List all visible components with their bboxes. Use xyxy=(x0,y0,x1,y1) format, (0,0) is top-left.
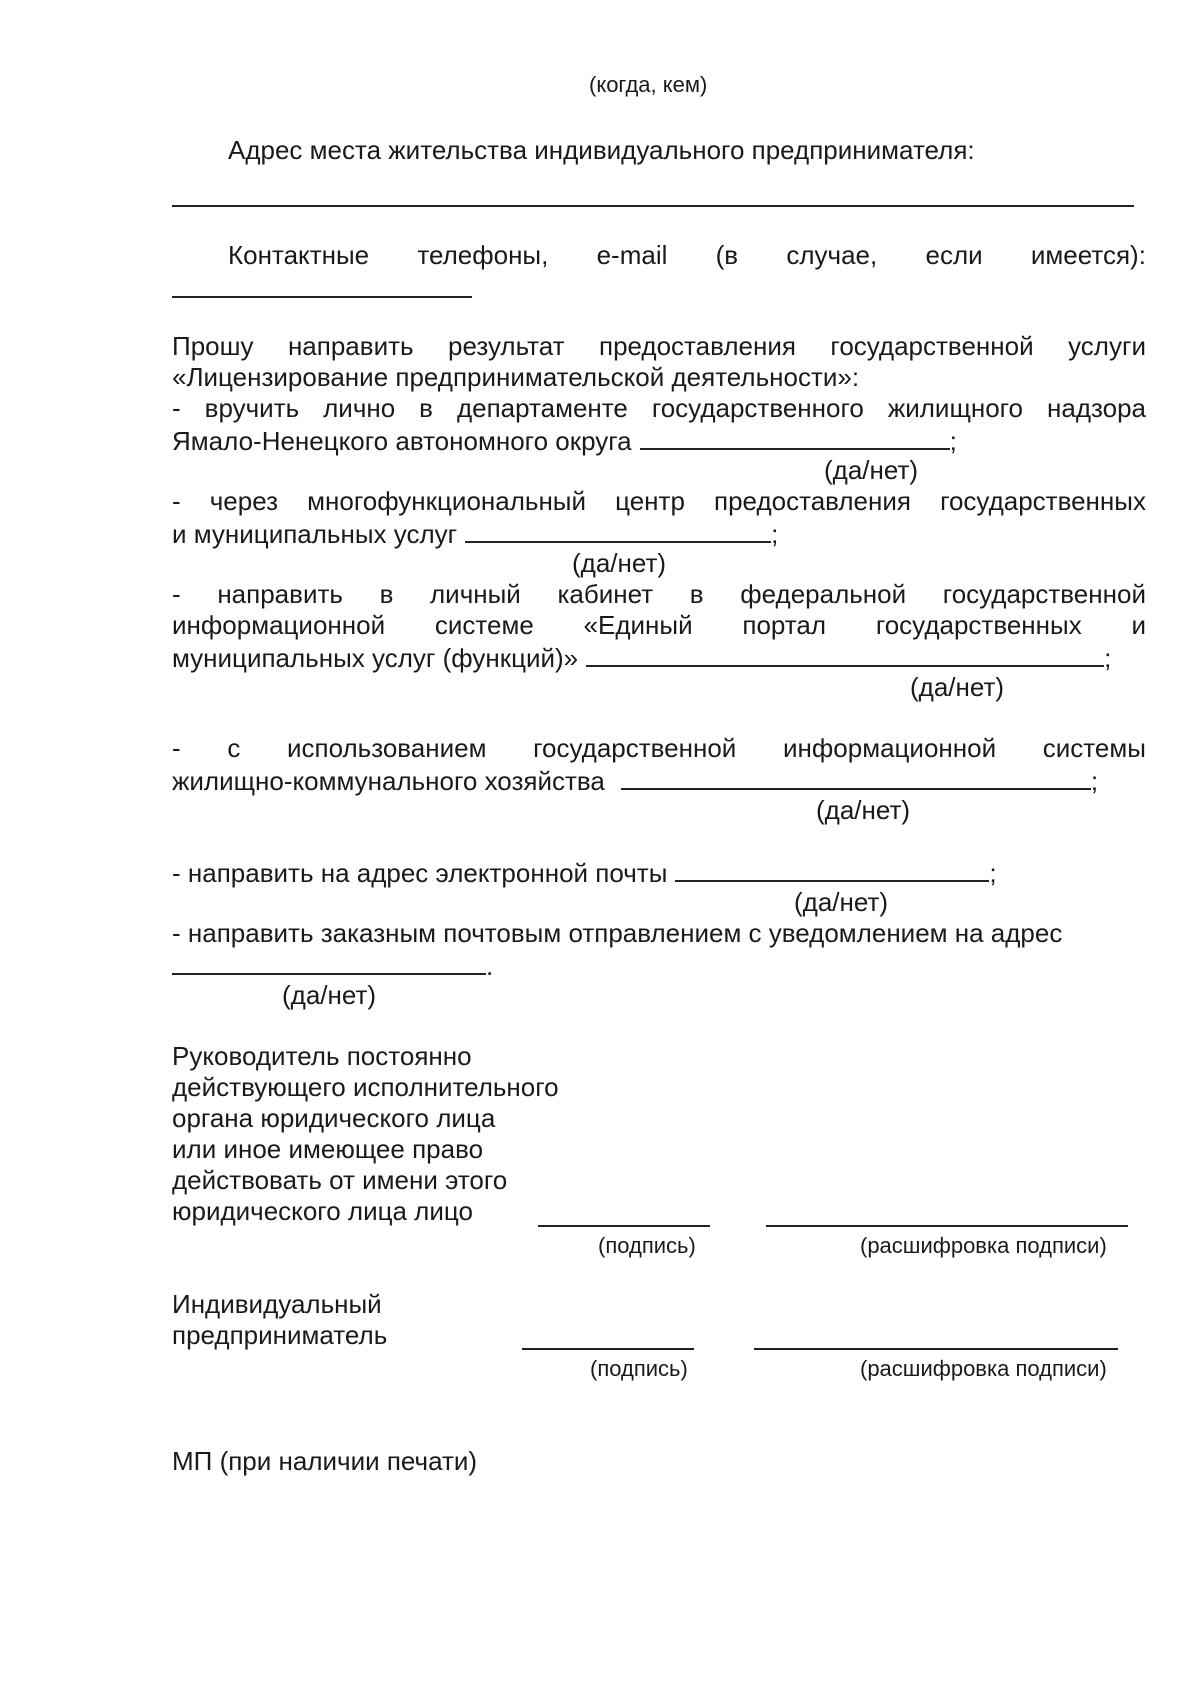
contacts-label xyxy=(228,240,1146,271)
word: системы xyxy=(1042,733,1146,763)
word: - xyxy=(172,579,181,609)
option-mfc-line2 xyxy=(172,517,778,550)
punctuation: ; xyxy=(1090,766,1099,796)
punctuation: ; xyxy=(949,426,957,456)
word: государственной xyxy=(533,733,737,763)
word: результат xyxy=(448,331,565,361)
signature-hint: (подпись) xyxy=(590,1356,688,1381)
word: государственных xyxy=(875,610,1082,640)
punctuation: ; xyxy=(1104,643,1112,673)
word: с xyxy=(227,733,241,763)
word: многофункциональный xyxy=(307,486,587,516)
yes-no-field[interactable] xyxy=(465,517,771,543)
word: и xyxy=(1131,610,1146,640)
word: - xyxy=(172,393,181,423)
word: информационной xyxy=(783,733,997,763)
yes-no-hint: (да/нет) xyxy=(824,455,919,485)
word: предоставления xyxy=(599,331,796,361)
yes-no-field[interactable] xyxy=(172,949,486,975)
head-signature-decode-line[interactable] xyxy=(766,1225,1128,1227)
word: системе xyxy=(434,610,534,640)
request-intro xyxy=(172,331,1146,362)
yes-no-field[interactable] xyxy=(675,856,989,882)
punctuation: ; xyxy=(989,858,997,888)
word: через xyxy=(209,486,279,516)
word: услуги xyxy=(1068,331,1146,361)
head-signature-line[interactable] xyxy=(538,1225,710,1227)
service-name: «Лицензирование предпринимательской деятельности»: xyxy=(172,362,860,392)
word: информационной xyxy=(172,610,386,640)
word: департаменте xyxy=(456,393,628,423)
word: лично xyxy=(323,393,396,423)
yes-no-hint: (да/нет) xyxy=(282,980,377,1010)
signature-hint: (подпись) xyxy=(598,1233,696,1258)
entrepreneur-title-line: предприниматель xyxy=(172,1320,388,1350)
word: государственного xyxy=(651,393,864,423)
word: - xyxy=(172,486,181,516)
head-title-line: юридического лица лицо xyxy=(172,1196,473,1226)
contacts-word: e-mail xyxy=(596,240,668,270)
word: государственной xyxy=(830,331,1034,361)
option-email xyxy=(172,856,997,889)
contacts-input-line[interactable] xyxy=(172,296,472,298)
word: направить xyxy=(287,331,414,361)
word: Прошу xyxy=(172,331,254,361)
yes-no-hint: (да/нет) xyxy=(910,672,1005,702)
option-text: жилищно-коммунального хозяйства xyxy=(172,766,605,796)
contacts-word: телефоны, xyxy=(417,240,549,270)
word: использованием xyxy=(286,733,487,763)
word: личный xyxy=(430,579,521,609)
word: предоставления xyxy=(714,486,911,516)
word: вручить xyxy=(204,393,300,423)
address-input-line[interactable] xyxy=(172,205,1134,207)
entrepreneur-signature-decode-line[interactable] xyxy=(754,1348,1118,1350)
option-gis-zhkh xyxy=(172,733,1146,764)
yes-no-field[interactable] xyxy=(621,764,1091,790)
word: - xyxy=(172,733,181,763)
word: в xyxy=(379,579,394,609)
word: федеральной xyxy=(740,579,907,609)
stamp-note: МП (при наличии печати) xyxy=(172,1446,478,1476)
option-deliver-in-person-line2 xyxy=(172,424,957,457)
word: надзора xyxy=(1047,393,1146,423)
contacts-word: случае, xyxy=(786,240,878,270)
signature-decode-hint: (расшифровка подписи) xyxy=(860,1233,1107,1258)
word: жилищного xyxy=(887,393,1024,423)
signature-decode-hint: (расшифровка подписи) xyxy=(860,1356,1107,1381)
head-title-line: действующего исполнительного xyxy=(172,1072,559,1102)
option-gosuslugi-line3 xyxy=(172,641,1111,674)
head-title-line: или иное имеющее право xyxy=(172,1134,484,1164)
contacts-word: имеется): xyxy=(1030,240,1146,270)
word: портал xyxy=(742,610,827,640)
head-title-line: Руководитель постоянно xyxy=(172,1041,472,1071)
option-registered-mail: - направить заказным почтовым отправлением с уведомлением на адрес xyxy=(172,918,1063,948)
word: в xyxy=(689,579,704,609)
option-text: - направить на адрес электронной почты xyxy=(172,858,668,888)
entrepreneur-title-line: Индивидуальный xyxy=(172,1289,382,1319)
yes-no-field[interactable] xyxy=(586,641,1104,667)
option-registered-mail-line2 xyxy=(172,949,493,982)
word: центр xyxy=(615,486,685,516)
head-title-line: органа юридического лица xyxy=(172,1103,496,1133)
option-gosuslugi xyxy=(172,579,1146,610)
option-deliver-in-person xyxy=(172,393,1146,424)
yes-no-hint: (да/нет) xyxy=(816,795,911,825)
contacts-word: (в xyxy=(715,240,739,270)
option-mfc xyxy=(172,486,1146,517)
word: направить xyxy=(217,579,343,609)
option-text: и муниципальных услуг xyxy=(172,519,458,549)
word: государственной xyxy=(942,579,1146,609)
yes-no-field[interactable] xyxy=(640,424,950,450)
word: «Единый xyxy=(583,610,693,640)
option-gis-zhkh-line2 xyxy=(172,764,1098,797)
option-text: муниципальных услуг (функций)» xyxy=(172,643,579,673)
word: в xyxy=(419,393,433,423)
yes-no-hint: (да/нет) xyxy=(572,548,667,578)
address-label: Адрес места жительства индивидуального предпринимателя: xyxy=(228,135,975,165)
punctuation: . xyxy=(486,951,494,981)
head-title-line: действовать от имени этого xyxy=(172,1165,508,1195)
option-text: Ямало-Ненецкого автономного округа xyxy=(172,426,632,456)
yes-no-hint: (да/нет) xyxy=(794,887,889,917)
word: государственных xyxy=(940,486,1146,516)
entrepreneur-signature-line[interactable] xyxy=(522,1348,694,1350)
word: кабинет xyxy=(557,579,654,609)
contacts-word: если xyxy=(925,240,983,270)
issued-by-hint: (когда, кем) xyxy=(589,72,708,97)
option-gosuslugi-line2 xyxy=(172,610,1146,641)
punctuation: ; xyxy=(771,519,779,549)
contacts-word: Контактные xyxy=(228,240,370,270)
